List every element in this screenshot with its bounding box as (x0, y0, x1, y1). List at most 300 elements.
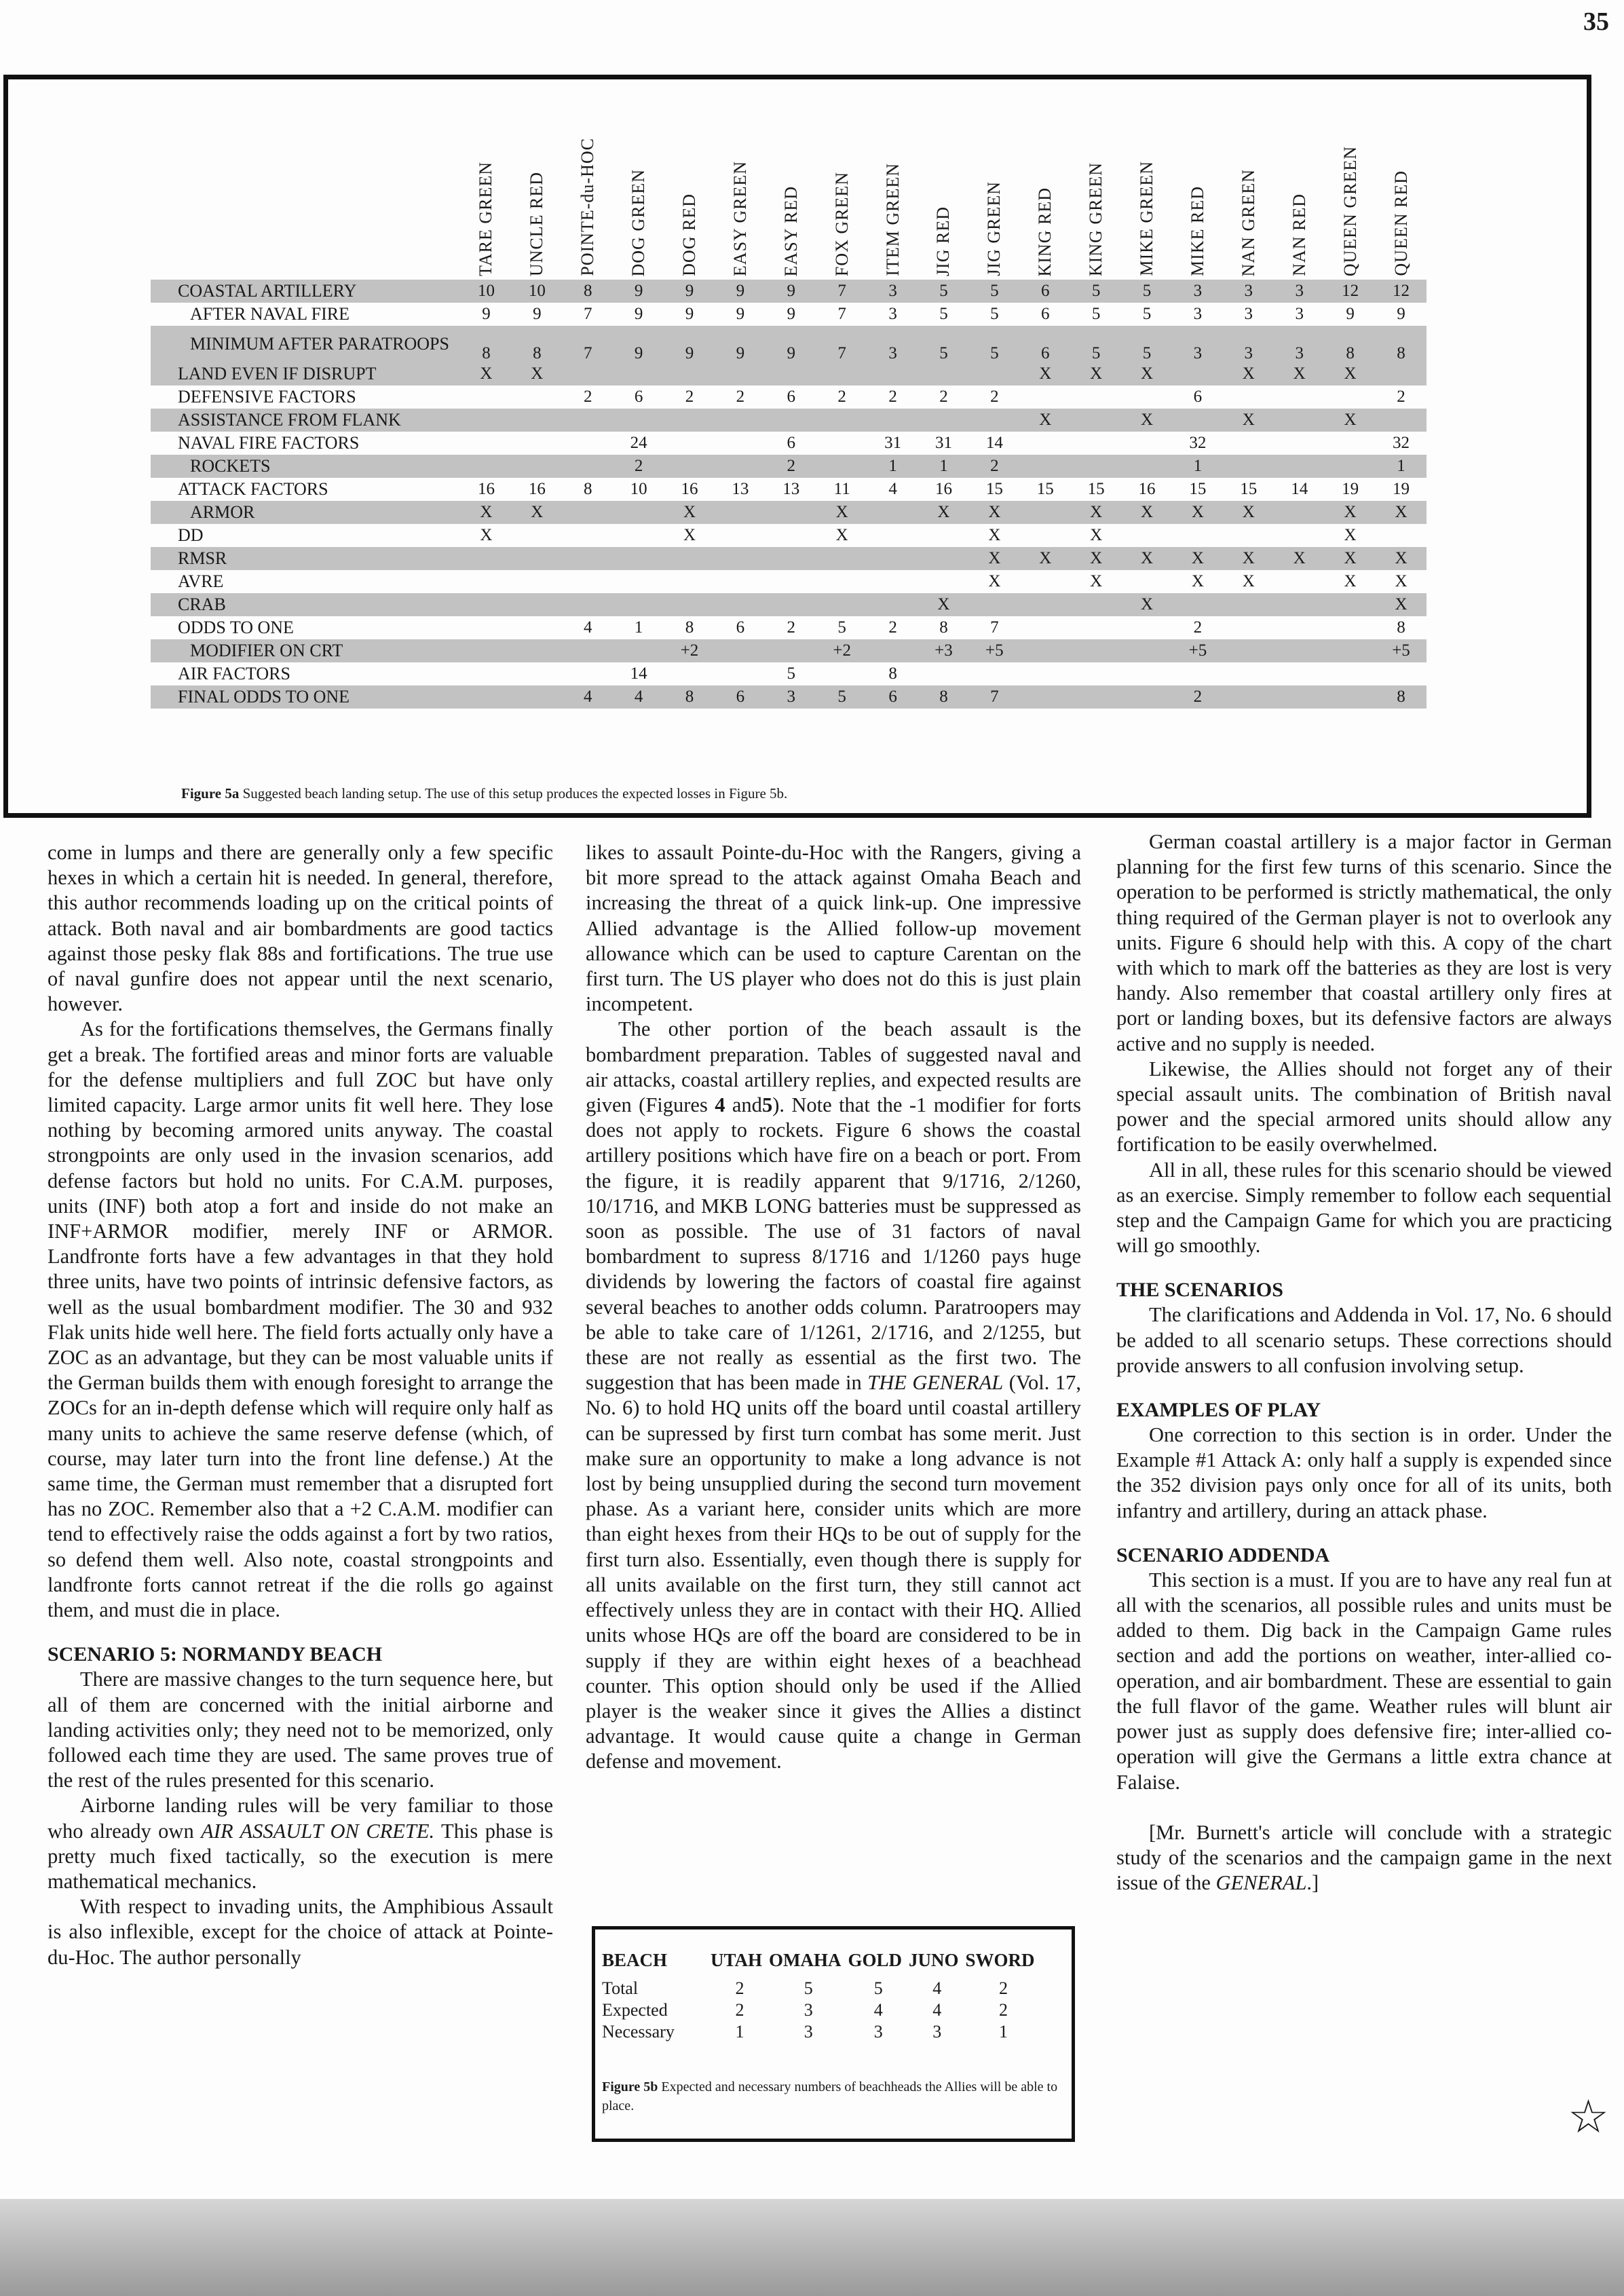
beachhead-column-header: UTAH (711, 1950, 763, 1970)
row-label: CRAB (151, 593, 461, 616)
table-cell: 3 (804, 2022, 813, 2041)
table-cell: X (480, 526, 493, 544)
table-cell (715, 362, 766, 385)
table-cell: 9 (715, 326, 766, 362)
table-cell: 5 (918, 280, 969, 303)
table-cell (664, 570, 715, 593)
table-cell (461, 593, 512, 616)
table-cell: 5 (1071, 280, 1122, 303)
section-heading-scenarios: THE SCENARIOS (1116, 1279, 1283, 1302)
table-cell (1122, 639, 1173, 662)
table-cell (563, 501, 613, 524)
table-cell (563, 547, 613, 570)
table-cell: 2 (735, 2000, 744, 2020)
beach-column-header (867, 79, 918, 280)
table-cell (1223, 432, 1274, 455)
table-cell (613, 409, 664, 432)
table-cell: 10 (512, 280, 563, 303)
table-cell (867, 593, 918, 616)
beach-column-header (1376, 79, 1427, 280)
table-cell: X (969, 547, 1020, 570)
beach-name: QUEEN RED (1391, 170, 1411, 276)
table-cell: 5 (1091, 305, 1101, 323)
figure-5a-table (151, 79, 1427, 709)
table-cell: 3 (804, 2000, 813, 2020)
table-cell (1325, 385, 1376, 409)
table-cell: 9 (533, 305, 542, 323)
table-cell (613, 524, 664, 547)
table-cell: X (461, 362, 512, 385)
table-cell: 2 (969, 455, 1020, 478)
table-cell (563, 409, 613, 432)
beach-column-header (816, 79, 867, 280)
table-cell (1223, 524, 1274, 547)
table-cell (664, 593, 715, 616)
col1-paragraph: As for the fortifications themselves, the Germans finally get a break. The fortified areas and minor forts are valuable for the defense multipliers and full ZOC but have only limited capacity. Large armor units fit well here. They lose nothing by becoming armored units anyway. The coastal strongpoints are only used in the invasion scenarios, add defense factors but hold no units. For C.A.M. purposes, units (INF) both atop a fort and inside do not make an INF+ARMOR modifier, merely INF or ARMOR. Landfronte forts have a few advantages in that they hold three units, have two points of intrinsic defensive factors, as well as the usual bombardment modifier. The 30 and 932 Flak units hide well here. The field forts actually only have a ZOC as an advantage, but they can be most valuable units if the German builds them with enough foresight to arrange the ZOCs for an in-depth defense which will require only half as many units to achieve the same reserve defense (which, of course, may later turn into the front line defense.) At the same time, the German must remember that a disrupted fort has no ZOC. Remember also that a +2 C.A.M. modifier can tend to effectively raise the odds against a fort by two ratios, so defend them well. Also note, coastal strongpoints and landfronte forts cannot retreat if the die rolls go against them, and must die in place. (48, 1017, 553, 1622)
table-cell: 3 (1172, 326, 1223, 362)
table-cell: X (988, 572, 1001, 590)
table-cell: X (1020, 547, 1071, 570)
table-cell: 8 (583, 480, 592, 498)
table-cell (1223, 662, 1274, 685)
table-cell: X (1122, 362, 1173, 385)
table-cell (1020, 662, 1071, 685)
table-cell (664, 409, 715, 432)
column-1 (48, 840, 553, 1970)
table-row (151, 524, 1427, 547)
row-label: RMSR (151, 547, 461, 570)
table-cell (512, 639, 563, 662)
table-cell: 32 (1189, 434, 1207, 452)
table-cell: 3 (1295, 305, 1304, 323)
table-cell (1122, 662, 1173, 685)
table-row (151, 326, 1427, 362)
col3-paragraph: German coastal artillery is a major factor in German planning for the first few turns of this scenario. Since the operation to be performed is strictly mathematical, the only thing required of the German player is not to overlook any units. Figure 6 should help with this. A copy of the chart with which to mark off the batteries as they are lost is very handy. Also remember that coastal artillery only fires at port or landing boxes, but its defensive factors are always active and no supply is needed. (1116, 830, 1612, 1055)
beach-name: JIG GREEN (984, 181, 1004, 276)
table-cell: 5 (918, 326, 969, 362)
table-cell: 3 (1193, 305, 1203, 323)
beachhead-column-header: GOLD (848, 1950, 903, 1970)
beach-name: JIG RED (933, 206, 953, 276)
table-cell (969, 409, 1020, 432)
beach-name: POINTE-du-HOC (578, 138, 598, 276)
table-cell (816, 362, 867, 385)
table-cell: X (1090, 572, 1103, 590)
table-cell: 9 (664, 280, 715, 303)
table-cell: 2 (735, 1978, 744, 1998)
table-cell: 2 (736, 388, 745, 406)
table-cell (1376, 662, 1427, 685)
table-cell (1223, 685, 1274, 709)
table-cell (715, 501, 766, 524)
table-cell: 4 (888, 480, 897, 498)
figure-5a-box (3, 75, 1591, 818)
table-cell: 3 (1274, 326, 1325, 362)
beach-column-header (1020, 79, 1071, 280)
table-cell: 2 (837, 388, 846, 406)
table-cell (766, 570, 816, 593)
table-cell: 7 (583, 305, 592, 323)
table-cell: 4 (563, 685, 613, 709)
table-cell (1122, 455, 1173, 478)
table-row (602, 2021, 1042, 2043)
table-row (151, 409, 1427, 432)
table-row (151, 570, 1427, 593)
table-cell: 2 (939, 388, 948, 406)
table-cell (1122, 524, 1173, 547)
table-cell (461, 662, 512, 685)
table-cell: 8 (1397, 618, 1405, 637)
table-cell (766, 593, 816, 616)
table-cell: 14 (985, 434, 1003, 452)
beach-name: DOG GREEN (628, 168, 649, 276)
table-cell: 10 (461, 280, 512, 303)
section-heading-addenda: SCENARIO ADDENDA (1116, 1543, 1330, 1566)
table-cell (1223, 593, 1274, 616)
table-cell: 4 (873, 2000, 883, 2020)
table-cell: 2 (999, 2000, 1008, 2020)
beach-name: MIKE RED (1187, 186, 1207, 276)
beach-column-header (766, 79, 816, 280)
table-cell: 6 (634, 388, 643, 406)
table-cell (715, 570, 766, 593)
table-cell: X (835, 526, 848, 544)
row-label: ATTACK FACTORS (178, 479, 328, 499)
table-cell: 5 (1122, 326, 1173, 362)
table-cell: 9 (613, 326, 664, 362)
row-label: NAVAL FIRE FACTORS (178, 433, 360, 453)
table-cell: X (1325, 362, 1376, 385)
table-cell: 9 (736, 305, 745, 323)
beach-column-header (563, 79, 613, 280)
table-cell (613, 639, 664, 662)
table-cell: 9 (766, 280, 816, 303)
table-cell (715, 432, 766, 455)
table-cell: X (664, 501, 715, 524)
table-cell (512, 547, 563, 570)
table-cell (816, 547, 867, 570)
beach-name: DOG RED (679, 193, 699, 276)
table-cell (563, 432, 613, 455)
table-cell (1274, 616, 1325, 639)
table-cell: 5 (873, 1978, 883, 1998)
table-cell (512, 385, 563, 409)
table-cell: 3 (1223, 280, 1274, 303)
table-cell (1122, 685, 1173, 709)
row-label: ODDS TO ONE (178, 618, 294, 637)
table-cell: 3 (766, 685, 816, 709)
table-cell (918, 362, 969, 385)
col2-paragraph: likes to assault Pointe-du-Hoc with the Rangers, giving a bit more spread to the attack against Omaha Beach and increasing the threat of a quick link-up. One impressive Allied advantage is the Allied follow-up movement allowance which can be used to capture Carentan on the first turn. The US player who does not do this is just plain incompetent. (586, 841, 1081, 1016)
table-cell (613, 547, 664, 570)
table-cell (1325, 616, 1376, 639)
figure-5a-caption (181, 785, 787, 802)
table-cell (1274, 570, 1325, 593)
beach-column-header (512, 79, 563, 280)
table-cell (512, 409, 563, 432)
table-cell: 16 (934, 480, 952, 498)
table-cell: X (683, 526, 696, 544)
table-cell (766, 362, 816, 385)
beach-column-header (715, 79, 766, 280)
table-cell: 6 (787, 388, 796, 406)
scan-shadow (0, 2199, 1624, 2296)
table-row (602, 1999, 1042, 2021)
table-cell: 8 (664, 685, 715, 709)
table-cell: 1 (867, 455, 918, 478)
table-cell (1274, 685, 1325, 709)
table-cell (461, 432, 512, 455)
row-label: AVRE (178, 571, 224, 591)
row-label: AFTER NAVAL FIRE (190, 304, 350, 324)
table-cell (1172, 593, 1223, 616)
table-cell: 8 (1325, 326, 1376, 362)
table-cell (512, 593, 563, 616)
beach-column-header (918, 79, 969, 280)
row-label: Expected (602, 2000, 668, 2020)
table-cell: 15 (1036, 480, 1054, 498)
table-row (151, 385, 1427, 409)
table-cell: 1 (1172, 455, 1223, 478)
table-cell: 2 (888, 618, 897, 637)
table-cell: 6 (715, 685, 766, 709)
col3-paragraph: All in all, these rules for this scenario should be viewed as an exercise. Simply remember to follow each sequential step and the Campaign Game for which you are practicing will go smoothly. (1116, 1158, 1612, 1258)
table-cell: 2 (685, 388, 694, 406)
table-cell (867, 570, 918, 593)
table-cell: +3 (918, 639, 969, 662)
table-cell: 15 (985, 480, 1003, 498)
beach-column-header (1223, 79, 1274, 280)
table-row (151, 432, 1427, 455)
table-cell: 4 (613, 685, 664, 709)
table-cell: 2 (888, 388, 897, 406)
table-cell: X (1223, 547, 1274, 570)
table-cell: 19 (1342, 480, 1359, 498)
table-cell (1325, 639, 1376, 662)
table-cell (766, 524, 816, 547)
table-cell (563, 362, 613, 385)
table-cell (816, 455, 867, 478)
table-row (602, 1978, 1042, 1999)
table-cell: X (461, 501, 512, 524)
beach-name: QUEEN GREEN (1340, 145, 1360, 276)
section-heading-examples: EXAMPLES OF PLAY (1116, 1399, 1321, 1422)
beachhead-column-header: BEACH (602, 1950, 668, 1970)
table-cell: X (1172, 501, 1223, 524)
table-cell: 13 (782, 480, 800, 498)
row-label: AIR FACTORS (178, 664, 290, 683)
table-cell: 6 (1193, 388, 1203, 406)
table-cell (664, 662, 715, 685)
table-cell (1274, 432, 1325, 455)
table-cell: 14 (1291, 480, 1308, 498)
row-label: MINIMUM AFTER PARATROOPS (151, 326, 461, 362)
table-cell (461, 455, 512, 478)
table-cell (664, 455, 715, 478)
table-cell (1172, 362, 1223, 385)
table-cell: 1 (735, 2022, 744, 2041)
table-cell (867, 639, 918, 662)
table-cell (461, 639, 512, 662)
table-cell: X (1395, 572, 1408, 590)
table-cell: 11 (833, 480, 850, 498)
table-cell: 3 (867, 326, 918, 362)
table-row (151, 639, 1427, 662)
table-row (151, 501, 1427, 524)
table-cell: 3 (873, 2022, 883, 2041)
table-cell (969, 662, 1020, 685)
table-cell: X (1071, 362, 1122, 385)
table-cell: X (1071, 547, 1122, 570)
table-cell: 2 (1172, 685, 1223, 709)
table-cell: 6 (736, 618, 745, 637)
table-cell (1274, 662, 1325, 685)
row-label: ROCKETS (151, 455, 461, 478)
table-cell (1274, 501, 1325, 524)
table-cell (766, 639, 816, 662)
table-cell (461, 685, 512, 709)
table-cell (715, 409, 766, 432)
table-cell: X (1122, 409, 1173, 432)
table-cell (613, 362, 664, 385)
table-cell (867, 547, 918, 570)
table-cell: X (1122, 593, 1173, 616)
table-cell (1325, 432, 1376, 455)
table-cell: 2 (990, 388, 999, 406)
table-cell: X (1020, 409, 1071, 432)
table-cell (918, 409, 969, 432)
table-cell (867, 409, 918, 432)
table-cell (563, 570, 613, 593)
table-cell: 2 (583, 388, 592, 406)
table-cell: X (1223, 501, 1274, 524)
row-label: DD (178, 525, 204, 545)
table-cell: 8 (888, 664, 897, 683)
beach-column-header (1122, 79, 1173, 280)
row-label: ARMOR (151, 501, 461, 524)
table-cell: 15 (1240, 480, 1258, 498)
table-cell: 3 (867, 280, 918, 303)
table-cell (613, 593, 664, 616)
table-cell: 7 (563, 326, 613, 362)
beach-name: FOX GREEN (831, 171, 852, 276)
table-row (151, 362, 1427, 385)
table-cell: 8 (939, 618, 948, 637)
table-cell: 2 (999, 1978, 1008, 1998)
table-cell: 6 (1020, 326, 1071, 362)
table-cell: 4 (932, 2000, 942, 2020)
table-cell: 9 (715, 280, 766, 303)
figure-5b-table (602, 1950, 1042, 2043)
table-cell: 8 (563, 280, 613, 303)
table-cell: 7 (816, 326, 867, 362)
table-cell: 6 (1020, 280, 1071, 303)
table-cell (563, 639, 613, 662)
table-cell: 1 (999, 2022, 1008, 2041)
table-cell: 6 (787, 434, 796, 452)
table-cell: 4 (932, 1978, 942, 1998)
table-cell (816, 432, 867, 455)
table-cell (1020, 639, 1071, 662)
table-cell (613, 501, 664, 524)
table-cell (1172, 524, 1223, 547)
table-cell (918, 662, 969, 685)
table-cell: 3 (932, 2022, 942, 2041)
table-cell: 16 (681, 480, 698, 498)
table-cell: X (1325, 409, 1376, 432)
table-cell (1071, 409, 1122, 432)
table-cell: 3 (1172, 280, 1223, 303)
table-cell (1071, 616, 1122, 639)
table-cell: X (988, 526, 1001, 544)
table-cell: 8 (461, 326, 512, 362)
editor-note: [Mr. Burnett's article will conclude with a strategic study of the scenarios and the campaign game in the next issue of the GENERAL.] (1116, 1820, 1612, 1895)
table-cell (1071, 639, 1122, 662)
table-cell (1274, 639, 1325, 662)
col1-paragraph: There are massive changes to the turn sequence here, but all of them are concerned with the initial airborne and landing activities only; they need not to be memorized, only followed each time they are used. The same proves true of the rest of the rules presented for this scenario. (48, 1668, 553, 1792)
table-cell: 5 (939, 305, 948, 323)
table-cell (816, 409, 867, 432)
table-cell: 32 (1393, 434, 1410, 452)
figure-5b-box (592, 1926, 1075, 2142)
table-cell: X (1274, 362, 1325, 385)
magazine-title: GENERAL (1215, 1871, 1307, 1895)
table-cell (1274, 409, 1325, 432)
beach-column-header (613, 79, 664, 280)
beach-column-header (664, 79, 715, 280)
table-cell: 12 (1325, 280, 1376, 303)
table-cell: 31 (934, 434, 952, 452)
table-cell: X (1376, 501, 1427, 524)
table-cell (715, 593, 766, 616)
table-cell (1172, 409, 1223, 432)
table-cell (816, 593, 867, 616)
table-cell: 14 (630, 664, 647, 683)
table-cell (715, 639, 766, 662)
table-cell (969, 593, 1020, 616)
table-cell (816, 570, 867, 593)
table-cell: 5 (787, 664, 796, 683)
figure-5b-caption (602, 2077, 1070, 2115)
table-cell: 5 (969, 326, 1020, 362)
table-cell: X (1325, 547, 1376, 570)
table-row (151, 547, 1427, 570)
table-cell (1274, 455, 1325, 478)
table-cell: X (969, 501, 1020, 524)
row-label: LAND EVEN IF DISRUPT (151, 362, 461, 385)
beach-name: EASY GREEN (730, 160, 750, 276)
col2-paragraph: The other portion of the beach assault is the bombardment preparation. Tables of suggested naval and air attacks, coastal artillery replies, and expected results are given (Figures 4 and5). Note that the -1 modifier for forts does not apply to rockets. Figure 6 shows the coastal artillery positions which have fire on a beach or port. From the figure, it is readily apparent that 9/1716, 2/1260, 10/1716, and MKB LONG batteries must be suppressed as soon as possible. The use of 31 factors of naval bombardment to supress 8/1716 and 1/1260 pays huge dividends by lowering the factors of coastal fire against several beaches to another odds column. Paratroopers may be able to take care of 1/1261, 2/1716, and 2/1255, but these are not really as essential as the first two. The suggestion that has been made in THE GENERAL (Vol. 17, No. 6) to hold HQ units off the board until coastal artillery can be supressed by first turn combat has some merit. Just make sure an opportunity to make a long advance is not lost by being unsupplied during the second turn movement phase. As a variant here, consider units which are more than eight hexes from their HQs to be out of supply for the first turn also. Essentially, even though there is supply for all units available on the first turn, they still cannot act effectively unless they are in contact with their HQ. Allied units whose HQs are off the board are considered to be in supply if they are within eight hexes of a beachhead counter. This option should only be used if the Allied player is the weaker since it gives the Allies a distinct advantage. It would cause quite a change in German defense and movement. (586, 1017, 1081, 1773)
table-cell (1020, 570, 1071, 593)
figure-5b-label: Figure 5b (602, 2079, 658, 2094)
table-cell: X (1122, 501, 1173, 524)
table-cell: X (918, 501, 969, 524)
row-label: Necessary (602, 2022, 675, 2041)
table-cell: 1 (918, 455, 969, 478)
table-cell (715, 547, 766, 570)
table-cell: 16 (477, 480, 495, 498)
table-cell: 13 (732, 480, 749, 498)
beach-column-header (461, 79, 512, 280)
table-cell: X (1325, 501, 1376, 524)
table-cell (1071, 385, 1122, 409)
table-row (151, 662, 1427, 685)
table-cell (1122, 570, 1173, 593)
table-cell (1020, 616, 1071, 639)
end-star-icon: ☆ (1568, 2091, 1609, 2143)
table-cell: 2 (1397, 388, 1405, 406)
table-cell (1020, 432, 1071, 455)
